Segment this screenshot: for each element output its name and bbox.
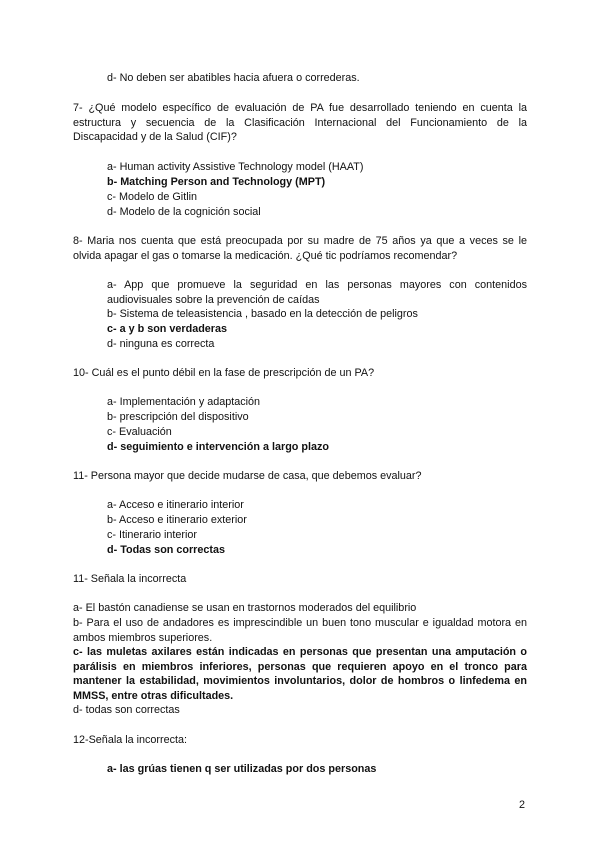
- q7-option-b-answer: b- Matching Person and Technology (MPT): [107, 176, 326, 188]
- q7-option-d: d- Modelo de la cognición social: [107, 206, 261, 218]
- q12-question: 12-Señala la incorrecta:: [73, 734, 188, 746]
- q11a-option-d-answer: d- Todas son correctas: [107, 544, 225, 556]
- q11b-option-c-answer: c- las muletas axilares están indicadas en personas que presentan una amputación o parálisis en miembros inferiores, personas que requieren apoyo en el tronco para mantener la estabilidad, movimientos involuntarios, dolor de hombros o linfedema en MMSS, entre otras dificultades.: [73, 646, 527, 702]
- q11b-option-b: b- Para el uso de andadores es imprescindible un buen tono muscular e igualdad motora en ambos miembros superiores.: [73, 617, 527, 644]
- q11a-option-c: c- Itinerario interior: [107, 529, 198, 541]
- q11b-option-a: a- El bastón canadiense se usan en trastornos moderados del equilibrio: [73, 602, 417, 614]
- q11b-option-d: d- todas son correctas: [73, 704, 180, 716]
- q10-option-d-answer: d- seguimiento e intervención a largo plazo: [107, 441, 329, 453]
- q8-question: 8- Maria nos cuenta que está preocupada por su madre de 75 años ya que a veces se le olvida apagar el gas o tomarse la medicación. ¿Qué tic podríamos recomendar?: [73, 235, 527, 262]
- q10-question: 10- Cuál es el punto débil en la fase de prescripción de un PA?: [73, 367, 375, 379]
- q8-option-a: a- App que promueve la seguridad en las personas mayores con contenidos audiovisuales sobre la prevención de caídas: [107, 279, 527, 306]
- q12-option-a-answer: a- las grúas tienen q ser utilizadas por dos personas: [107, 763, 377, 775]
- q7-question: 7- ¿Qué modelo específico de evaluación de PA fue desarrollado teniendo en cuenta la estructura y secuencia de la Clasificación Internacional del Funcionamiento de la Discapacidad y de la Salud (CIF)?: [73, 102, 527, 143]
- q7-option-a: a- Human activity Assistive Technology model (HAAT): [107, 161, 364, 173]
- q8-option-b: b- Sistema de teleasistencia , basado en la detección de peligros: [107, 308, 418, 320]
- q10-option-c: c- Evaluación: [107, 426, 172, 438]
- page-number: 2: [519, 799, 526, 811]
- q8-option-c-answer: c- a y b son verdaderas: [107, 323, 228, 335]
- q6-option-d: d- No deben ser abatibles hacia afuera o correderas.: [107, 72, 360, 84]
- q10-option-a: a- Implementación y adaptación: [107, 396, 261, 408]
- q7-option-c: c- Modelo de Gitlin: [107, 191, 198, 203]
- q10-option-b: b- prescripción del dispositivo: [107, 411, 249, 423]
- q8-option-d: d- ninguna es correcta: [107, 338, 215, 350]
- q11b-question: 11- Señala la incorrecta: [73, 573, 187, 585]
- q11a-option-b: b- Acceso e itinerario exterior: [107, 514, 247, 526]
- q11a-option-a: a- Acceso e itinerario interior: [107, 499, 244, 511]
- q11a-question: 11- Persona mayor que decide mudarse de casa, que debemos evaluar?: [73, 470, 422, 482]
